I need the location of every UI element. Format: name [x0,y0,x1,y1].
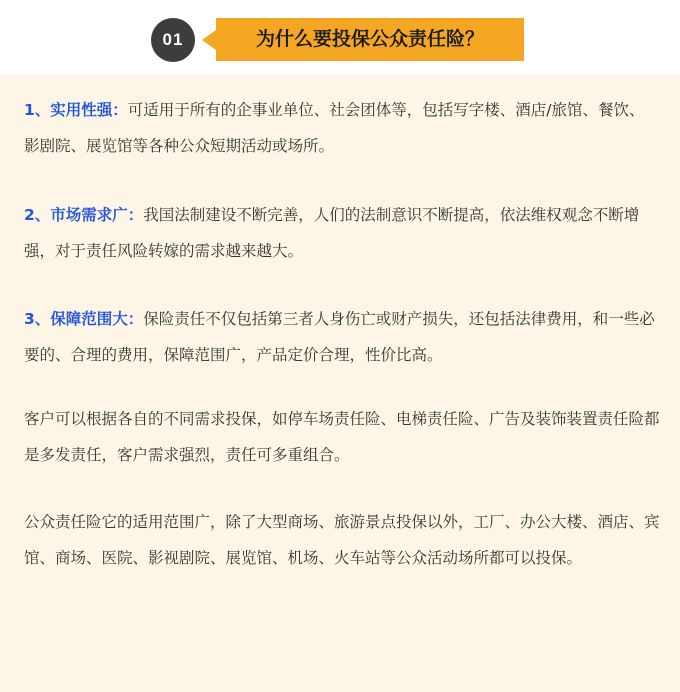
section-title: 为什么要投保公众责任险？ [216,18,524,61]
paragraph-market-demand [24,197,660,269]
paragraph-lead: 1、实用性强： [24,101,128,119]
paragraph-lead: 3、保障范围大： [24,310,144,328]
section-header [0,0,680,75]
section-number-badge: 01 [151,18,195,62]
paragraph-practicality [24,92,660,164]
content-area [0,75,680,692]
paragraph-applicable-places: 公众责任险它的适用范围广，除了大型商场、旅游景点投保以外，工厂、办公大楼、酒店、宾馆、商场、医院、影视剧院、展览馆、机场、火车站等公众活动场所都可以投保。 [24,513,660,567]
paragraph-lead: 2、市场需求广： [24,206,144,224]
paragraph-coverage-scope [24,301,660,373]
paragraph-text: 我国法制建设不断完善，人们的法制意识不断提高，依法维权观念不断增强，对于责任风险转嫁的需求越来越大。 [24,206,640,260]
paragraph-text: 保险责任不仅包括第三者人身伤亡或财产损失，还包括法律费用，和一些必要的、合理的费用，保障范围广，产品定价合理，性价比高。 [24,310,655,364]
paragraph-customer-needs: 客户可以根据各自的不同需求投保，如停车场责任险、电梯责任险、广告及装饰装置责任险都是多发责任，客户需求强烈，责任可多重组合。 [24,410,660,464]
paragraph-text: 可适用于所有的企事业单位、社会团体等，包括写字楼、酒店/旅馆、餐饮、影剧院、展览馆等各种公众短期活动或场所。 [24,101,645,155]
